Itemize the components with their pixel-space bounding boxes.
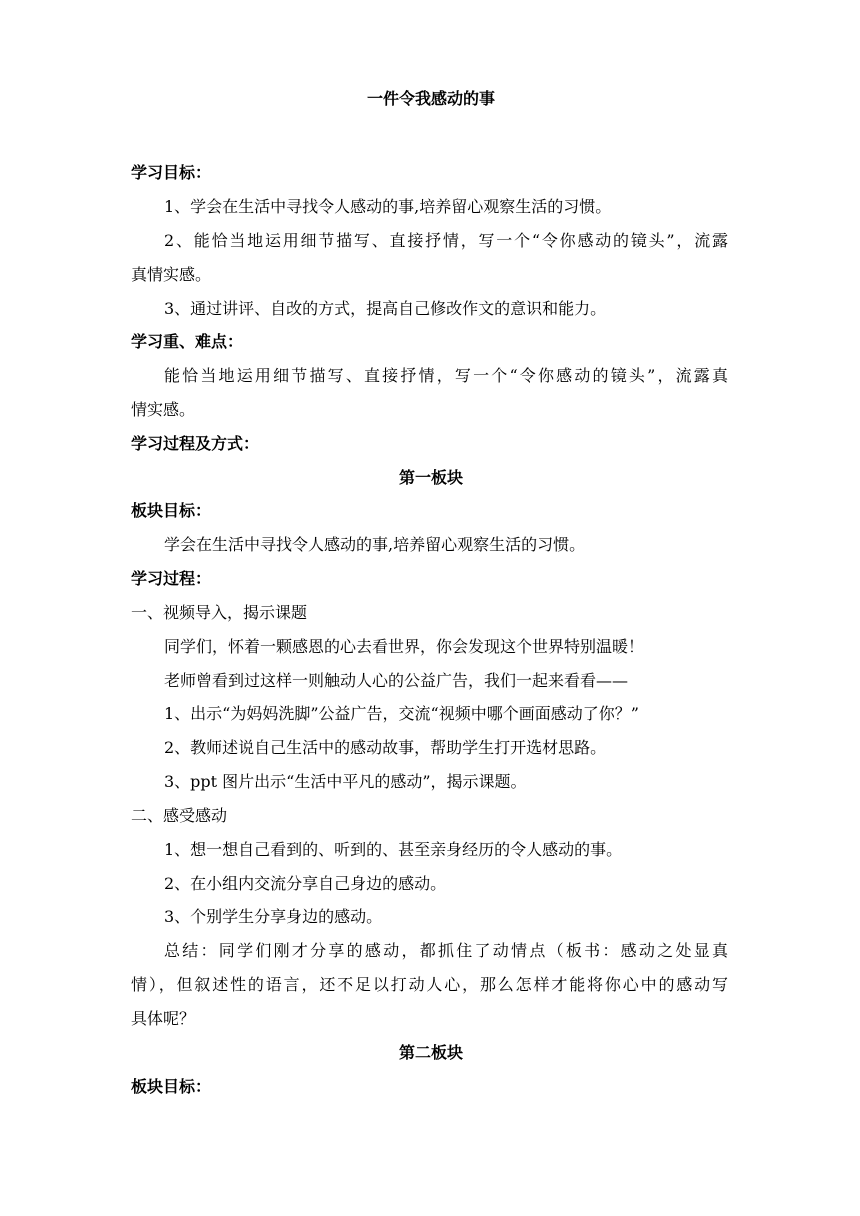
part-2-summary-line-2: 情），但叙述性的语言，还不足以打动人心，那么怎样才能将你心中的感动写 xyxy=(131,975,728,994)
block-1-process-heading: 学习过程： xyxy=(131,569,212,588)
block-2-heading: 第二板块 xyxy=(398,1043,463,1062)
part-2-heading: 二、感受感动 xyxy=(131,806,228,825)
part-1-step-3: 3、ppt 图片出示“生活中平凡的感动”，揭示课题。 xyxy=(164,772,527,791)
process-heading: 学习过程及方式： xyxy=(131,434,260,453)
part-1-paragraph-1: 同学们，怀着一颗感恩的心去看世界，你会发现这个世界特别温暖！ xyxy=(164,637,645,656)
learning-goal-item-1: 1、学会在生活中寻找令人感动的事,培养留心观察生活的习惯。 xyxy=(164,197,612,216)
learning-goals-heading: 学习目标： xyxy=(131,163,212,182)
part-1-step-2: 2、教师述说自己生活中的感动故事，帮助学生打开选材思路。 xyxy=(164,738,607,757)
block-1-goal-heading: 板块目标： xyxy=(131,501,212,520)
part-1-heading: 一、视频导入，揭示课题 xyxy=(131,603,308,622)
key-points-line-2: 情实感。 xyxy=(131,400,196,419)
block-1-heading: 第一板块 xyxy=(398,468,463,487)
part-2-summary-line-3: 具体呢？ xyxy=(131,1009,196,1028)
part-2-step-3: 3、个别学生分享身边的感动。 xyxy=(164,907,383,926)
part-2-step-2: 2、在小组内交流分享自己身边的感动。 xyxy=(164,874,447,893)
learning-goal-item-2-line-2: 真情实感。 xyxy=(131,265,212,284)
block-2-goal-heading: 板块目标： xyxy=(131,1077,212,1096)
part-2-summary-line-1: 总结：同学们刚才分享的感动，都抓住了动情点（板书：感动之处显真 xyxy=(164,941,728,960)
key-points-heading: 学习重、难点： xyxy=(131,332,244,351)
part-1-step-1: 1、出示“为妈妈洗脚”公益广告，交流“视频中哪个画面感动了你？” xyxy=(164,704,639,723)
learning-goal-item-2-line-1: 2、能恰当地运用细节描写、直接抒情，写一个“令你感动的镜头”，流露 xyxy=(164,231,728,250)
block-1-goal-text: 学会在生活中寻找令人感动的事,培养留心观察生活的习惯。 xyxy=(164,535,586,554)
part-1-paragraph-2: 老师曾看到过这样一则触动人心的公益广告，我们一起来看看—— xyxy=(164,671,629,690)
learning-goal-item-3: 3、通过讲评、自改的方式，提高自己修改作文的意识和能力。 xyxy=(164,299,607,318)
part-2-step-1: 1、想一想自己看到的、听到的、甚至亲身经历的令人感动的事。 xyxy=(164,840,623,859)
document-title: 一件令我感动的事 xyxy=(366,89,495,108)
key-points-line-1: 能恰当地运用细节描写、直接抒情，写一个“令你感动的镜头”，流露真 xyxy=(164,366,728,385)
